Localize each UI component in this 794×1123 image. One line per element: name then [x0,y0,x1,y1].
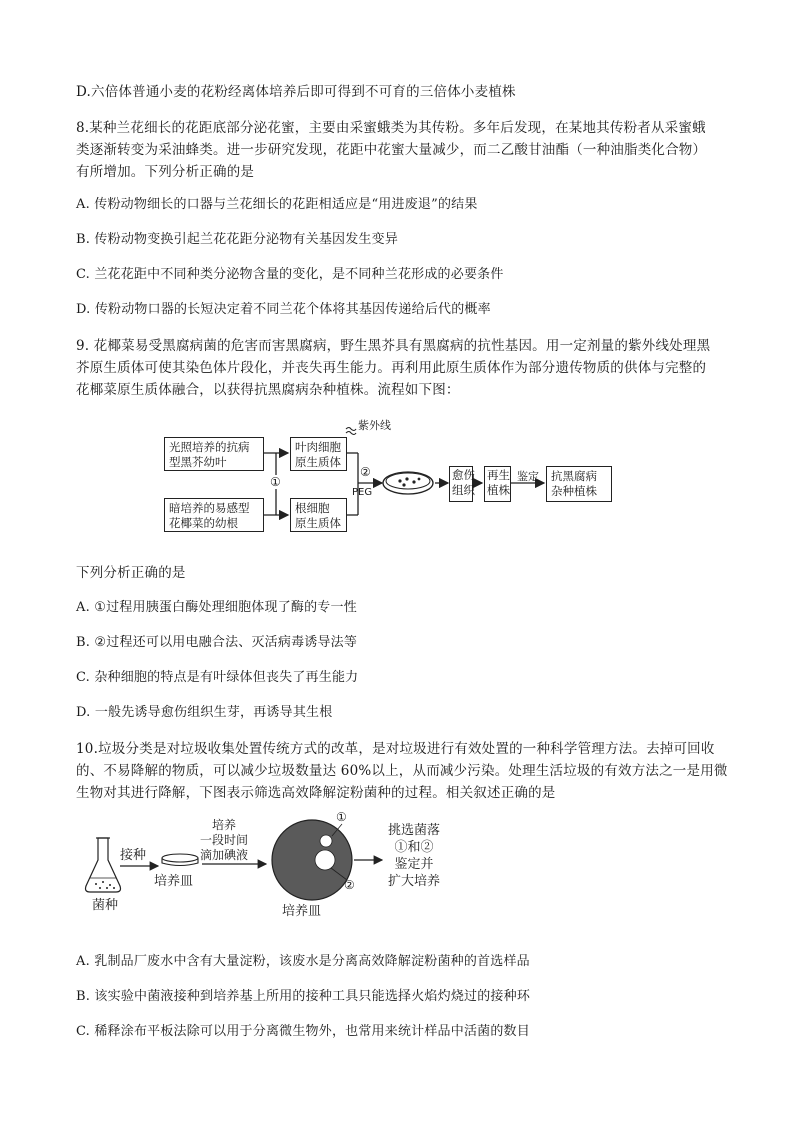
q9-box-a-line-2: 型黑芥幼叶 [169,455,227,469]
q9-box-regenerated-plant [484,466,511,502]
q8-stem-line-3: 有所增加。下列分析正确的是 [76,164,255,180]
q10-stem-line-3: 生物对其进行降解，下图表示筛选高效降解淀粉菌种的过程。相关叙述正确的是 [76,785,556,801]
q10-colony-1-label: ① [336,810,347,824]
q9-box-cauliflower-root [164,498,264,532]
q9-step-1-label: ① [270,475,281,489]
q9-box-hybrid-plant [546,466,612,502]
q9-step-2-label: ② [360,465,371,479]
prev-question-option-d: D.六倍体普通小麦的花粉经离体培养后即可得到不可育的三倍体小麦植株 [76,84,516,100]
q10-select-line-2: ①和② [394,840,434,855]
q10-stem-line-1: 10.垃圾分类是对垃圾收集处置传统方式的改革，是对垃圾进行有效处置的一种科学管理方法。去掉可回收 [76,741,715,757]
q10-dish-2-label: 培养皿 [282,904,322,919]
q9-stem-line-1: 9. 花椰菜易受黑腐病菌的危害而害黑腐病，野生黑芥具有黑腐病的抗性基因。用一定剂量的紫外线处理黑 [76,338,711,354]
q10-screening-diagram [76,808,496,933]
q10-option-b: B. 该实验中菌液接种到培养基上所用的接种工具只能选择火焰灼烧过的接种环 [76,989,531,1004]
q9-option-b: B. ②过程还可以用电融合法、灭活病毒诱导法等 [76,635,358,650]
q10-select-line-3: 鉴定并 [394,857,434,872]
q10-inoculate-label: 接种 [120,848,147,863]
q9-box-a-line-1: 光照培养的抗病 [169,440,250,454]
q9-box-f-line-2: 植株 [487,483,510,497]
q9-box-d-line-1: 根细胞 [295,501,330,515]
q9-peg-label: PEG [352,487,373,498]
q10-culture-text [200,818,248,863]
q8-option-d: D. 传粉动物口器的长短决定着不同兰花个体将其基因传递给后代的概率 [76,302,491,317]
q9-stem-line-2: 芥原生质体可使其染色体片段化，并丧失再生能力。再利用此原生质体作为部分遗传物质的供体与完整的 [76,360,707,376]
q9-option-d: D. 一般先诱导愈伤组织生芽，再诱导其生根 [76,705,333,720]
q9-box-callus [449,466,473,502]
q9-flow-diagram [160,415,630,540]
q9-box-c-line-1: 叶肉细胞 [295,440,341,454]
q10-culture-line-3: 滴加碘液 [200,848,249,862]
q10-select-text [388,822,440,890]
q9-option-a: A. ①过程用胰蛋白酶处理细胞体现了酶的专一性 [76,600,357,615]
q9-stem-line-3: 花椰菜原生质体融合，以获得抗黑腐病杂种植株。流程如下图： [76,382,460,398]
q9-box-c-line-2: 原生质体 [295,455,341,469]
q9-option-c: C. 杂种细胞的特点是有叶绿体但丧失了再生能力 [76,670,359,685]
q8-option-c: C. 兰花花距中不同种类分泌物含量的变化，是不同种兰花形成的必要条件 [76,267,504,282]
q10-culture-line-2: 一段时间 [200,833,249,847]
q10-select-line-4: 扩大培养 [388,874,441,889]
q10-strain-label: 菌种 [92,898,119,913]
q8-option-a: A. 传粉动物细长的口器与兰花细长的花距相适应是“用进废退”的结果 [76,197,478,212]
q9-identify-label: 鉴定 [517,470,539,483]
q9-box-g-line-2: 杂种植株 [551,484,597,498]
q9-prompt: 下列分析正确的是 [76,565,186,581]
q9-box-e-line-2: 组织 [452,483,475,497]
q10-culture-line-1: 培养 [212,818,237,832]
q8-stem-line-1: 8.某种兰花细长的花距底部分泌花蜜，主要由采蜜蛾类为其传粉。多年后发现，在某地其传粉者从采蜜蛾 [76,120,706,136]
q9-box-g-line-1: 抗黑腐病 [551,469,597,483]
q9-uv-label: 紫外线 [358,419,391,432]
q9-box-black-mustard-leaf [164,437,264,471]
q9-box-e-line-1: 愈伤 [452,468,475,482]
q9-box-f-line-1: 再生 [487,468,510,482]
q9-box-root-protoplast [290,498,347,532]
q10-select-line-1: 挑选菌落 [388,823,441,838]
q9-box-mesophyll-protoplast [290,437,347,471]
q10-dish-1-label: 培养皿 [154,874,194,889]
q10-stem-line-2: 的、不易降解的物质，可以减少垃圾数量达 60%以上，从而减少污染。处理生活垃圾的有效方法之一是用微 [76,763,728,779]
q8-option-b: B. 传粉动物变换引起兰花花距分泌物有关基因发生变异 [76,232,399,247]
q8-stem-line-2: 类逐渐转变为采油蜂类。进一步研究发现，花距中花蜜大量减少，而二乙酸甘油酯（一种油脂类化合物） [76,142,707,158]
q10-colony-2-label: ② [344,878,355,892]
q10-option-a: A. 乳制品厂废水中含有大量淀粉，该废水是分离高效降解淀粉菌种的首选样品 [76,954,530,969]
q9-box-d-line-2: 原生质体 [295,516,341,530]
q9-box-b-line-1: 暗培养的易感型 [169,501,250,515]
q9-box-b-line-2: 花椰菜的幼根 [169,516,238,530]
q10-option-c: C. 稀释涂布平板法除可以用于分离微生物外，也常用来统计样品中活菌的数目 [76,1024,530,1039]
